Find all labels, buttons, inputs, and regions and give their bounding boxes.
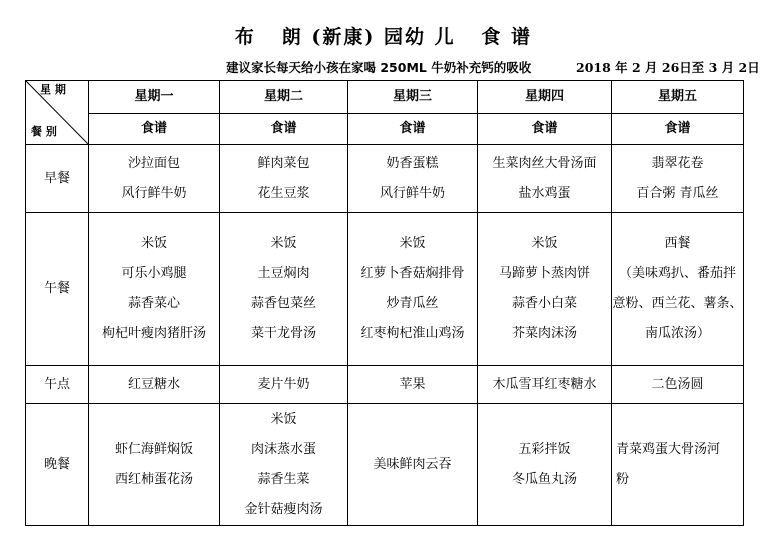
dish-item: 麦片牛奶 — [257, 376, 310, 392]
dish-item: 蒜香小白菜 — [511, 296, 577, 311]
subheader-recipe-wed: 食谱 — [348, 114, 478, 145]
subheader-recipe-thu: 食谱 — [478, 114, 612, 145]
subheader-recipe-tue: 食谱 — [220, 114, 348, 145]
dish-item: 米饭 — [270, 411, 297, 427]
menu-cell — [89, 213, 220, 366]
menu-table — [25, 80, 744, 526]
corner-label-weekday: 星 期 — [40, 83, 66, 96]
dish-item: 二色汤圆 — [651, 376, 704, 392]
page-title: 布 朗 (新康) 园幼 儿 食 谱 — [234, 26, 533, 48]
dish-item: 粉 — [616, 471, 630, 487]
day-header-tue: 星期二 — [220, 81, 348, 114]
dish-item: 红枣枸杞淮山鸡汤 — [360, 326, 465, 341]
dish-item: 冬瓜鱼丸汤 — [511, 471, 577, 487]
dish-item: 西餐 — [664, 236, 691, 251]
menu-cell — [220, 404, 348, 526]
dish-item: 菜干龙骨汤 — [250, 326, 316, 341]
day-header-wed: 星期三 — [348, 81, 478, 114]
dish-item: 米饭 — [140, 236, 167, 251]
menu-cell — [478, 213, 612, 366]
dish-item: 金针菇瘦肉汤 — [244, 501, 323, 517]
menu-cell — [348, 366, 478, 404]
day-header-fri: 星期五 — [612, 81, 744, 114]
milk-advice-note: 建议家长每天给小孩在家喝 250ML 牛奶补充钙的吸收 — [226, 60, 532, 75]
menu-cell — [220, 145, 348, 213]
dish-item: 土豆焖肉 — [257, 266, 310, 281]
meal-label-breakfast: 早餐 — [26, 145, 89, 213]
menu-cell — [478, 404, 612, 526]
dish-item: 芥菜肉沫汤 — [511, 326, 577, 341]
dish-item: 翡翠花卷 — [651, 155, 704, 171]
dish-item: 蒜香生菜 — [257, 471, 310, 487]
meal-label-lunch: 午餐 — [26, 213, 89, 366]
menu-cell — [612, 404, 744, 526]
dish-item: （美味鸡扒、番茄拌 — [618, 266, 736, 281]
subheader-recipe-fri: 食谱 — [612, 114, 744, 145]
meal-row-snack — [26, 366, 744, 404]
dish-item: 枸杞叶瘦肉猪肝汤 — [101, 326, 206, 341]
dish-item: 西红柿蛋花汤 — [114, 471, 193, 487]
menu-cell — [348, 404, 478, 526]
menu-cell — [220, 366, 348, 404]
meal-row-lunch — [26, 213, 744, 366]
dish-item: 花生豆浆 — [257, 185, 310, 201]
dish-item: 炒青瓜丝 — [386, 296, 439, 311]
dish-item: 沙拉面包 — [127, 155, 180, 171]
meal-label-snack: 午点 — [26, 366, 89, 404]
dish-item: 虾仁海鲜焖饭 — [114, 441, 193, 457]
corner-label-meal: 餐 别 — [31, 125, 57, 138]
dish-item: 风行鲜牛奶 — [121, 185, 187, 201]
dish-item: 奶香蛋糕 — [386, 155, 439, 171]
dish-item: 五彩拌饭 — [518, 441, 571, 457]
meal-row-breakfast — [26, 145, 744, 213]
dish-item: 风行鲜牛奶 — [379, 185, 445, 201]
menu-cell — [612, 145, 744, 213]
menu-cell — [478, 366, 612, 404]
dish-item: 肉沫蒸水蛋 — [250, 441, 316, 457]
dish-item: 木瓜雪耳红枣糖水 — [492, 376, 597, 392]
menu-cell — [348, 213, 478, 366]
dish-item: 蒜香包菜丝 — [250, 296, 316, 311]
subheader-recipe-mon: 食谱 — [89, 114, 220, 145]
dish-item: 美味鲜肉云吞 — [373, 456, 452, 472]
dish-item: 盐水鸡蛋 — [518, 185, 571, 201]
dish-item: 意粉、西兰花、薯条、 — [612, 296, 743, 311]
dish-item: 苹果 — [399, 376, 426, 392]
dish-item: 百合粥 青瓜丝 — [636, 185, 719, 201]
menu-cell — [612, 366, 744, 404]
menu-cell — [478, 145, 612, 213]
dish-item: 米饭 — [399, 236, 426, 251]
menu-cell — [89, 404, 220, 526]
dish-item: 红豆糖水 — [127, 376, 180, 392]
dish-item: 米饭 — [531, 236, 558, 251]
meal-label-dinner: 晚餐 — [26, 404, 89, 526]
day-header-mon: 星期一 — [89, 81, 220, 114]
dish-item: 青菜鸡蛋大骨汤河 — [616, 441, 721, 457]
date-range: 2018 年 2 月 26日至 3 月 2日 — [576, 60, 760, 75]
menu-cell — [348, 145, 478, 213]
dish-item: 米饭 — [270, 236, 297, 251]
menu-cell — [612, 213, 744, 366]
day-header-thu: 星期四 — [478, 81, 612, 114]
dish-item: 红萝卜香菇焖排骨 — [360, 266, 465, 281]
menu-cell — [220, 213, 348, 366]
dish-item: 马蹄萝卜蒸肉饼 — [498, 266, 590, 281]
menu-cell — [89, 145, 220, 213]
dish-item: 蒜香菜心 — [127, 296, 180, 311]
dish-item: 南瓜浓汤） — [644, 326, 710, 341]
dish-item: 生菜肉丝大骨汤面 — [492, 155, 597, 171]
dish-item: 鲜肉菜包 — [257, 155, 310, 171]
menu-cell — [89, 366, 220, 404]
dish-item: 可乐小鸡腿 — [121, 266, 187, 281]
meal-row-dinner — [26, 404, 744, 526]
corner-header-cell — [26, 81, 89, 145]
